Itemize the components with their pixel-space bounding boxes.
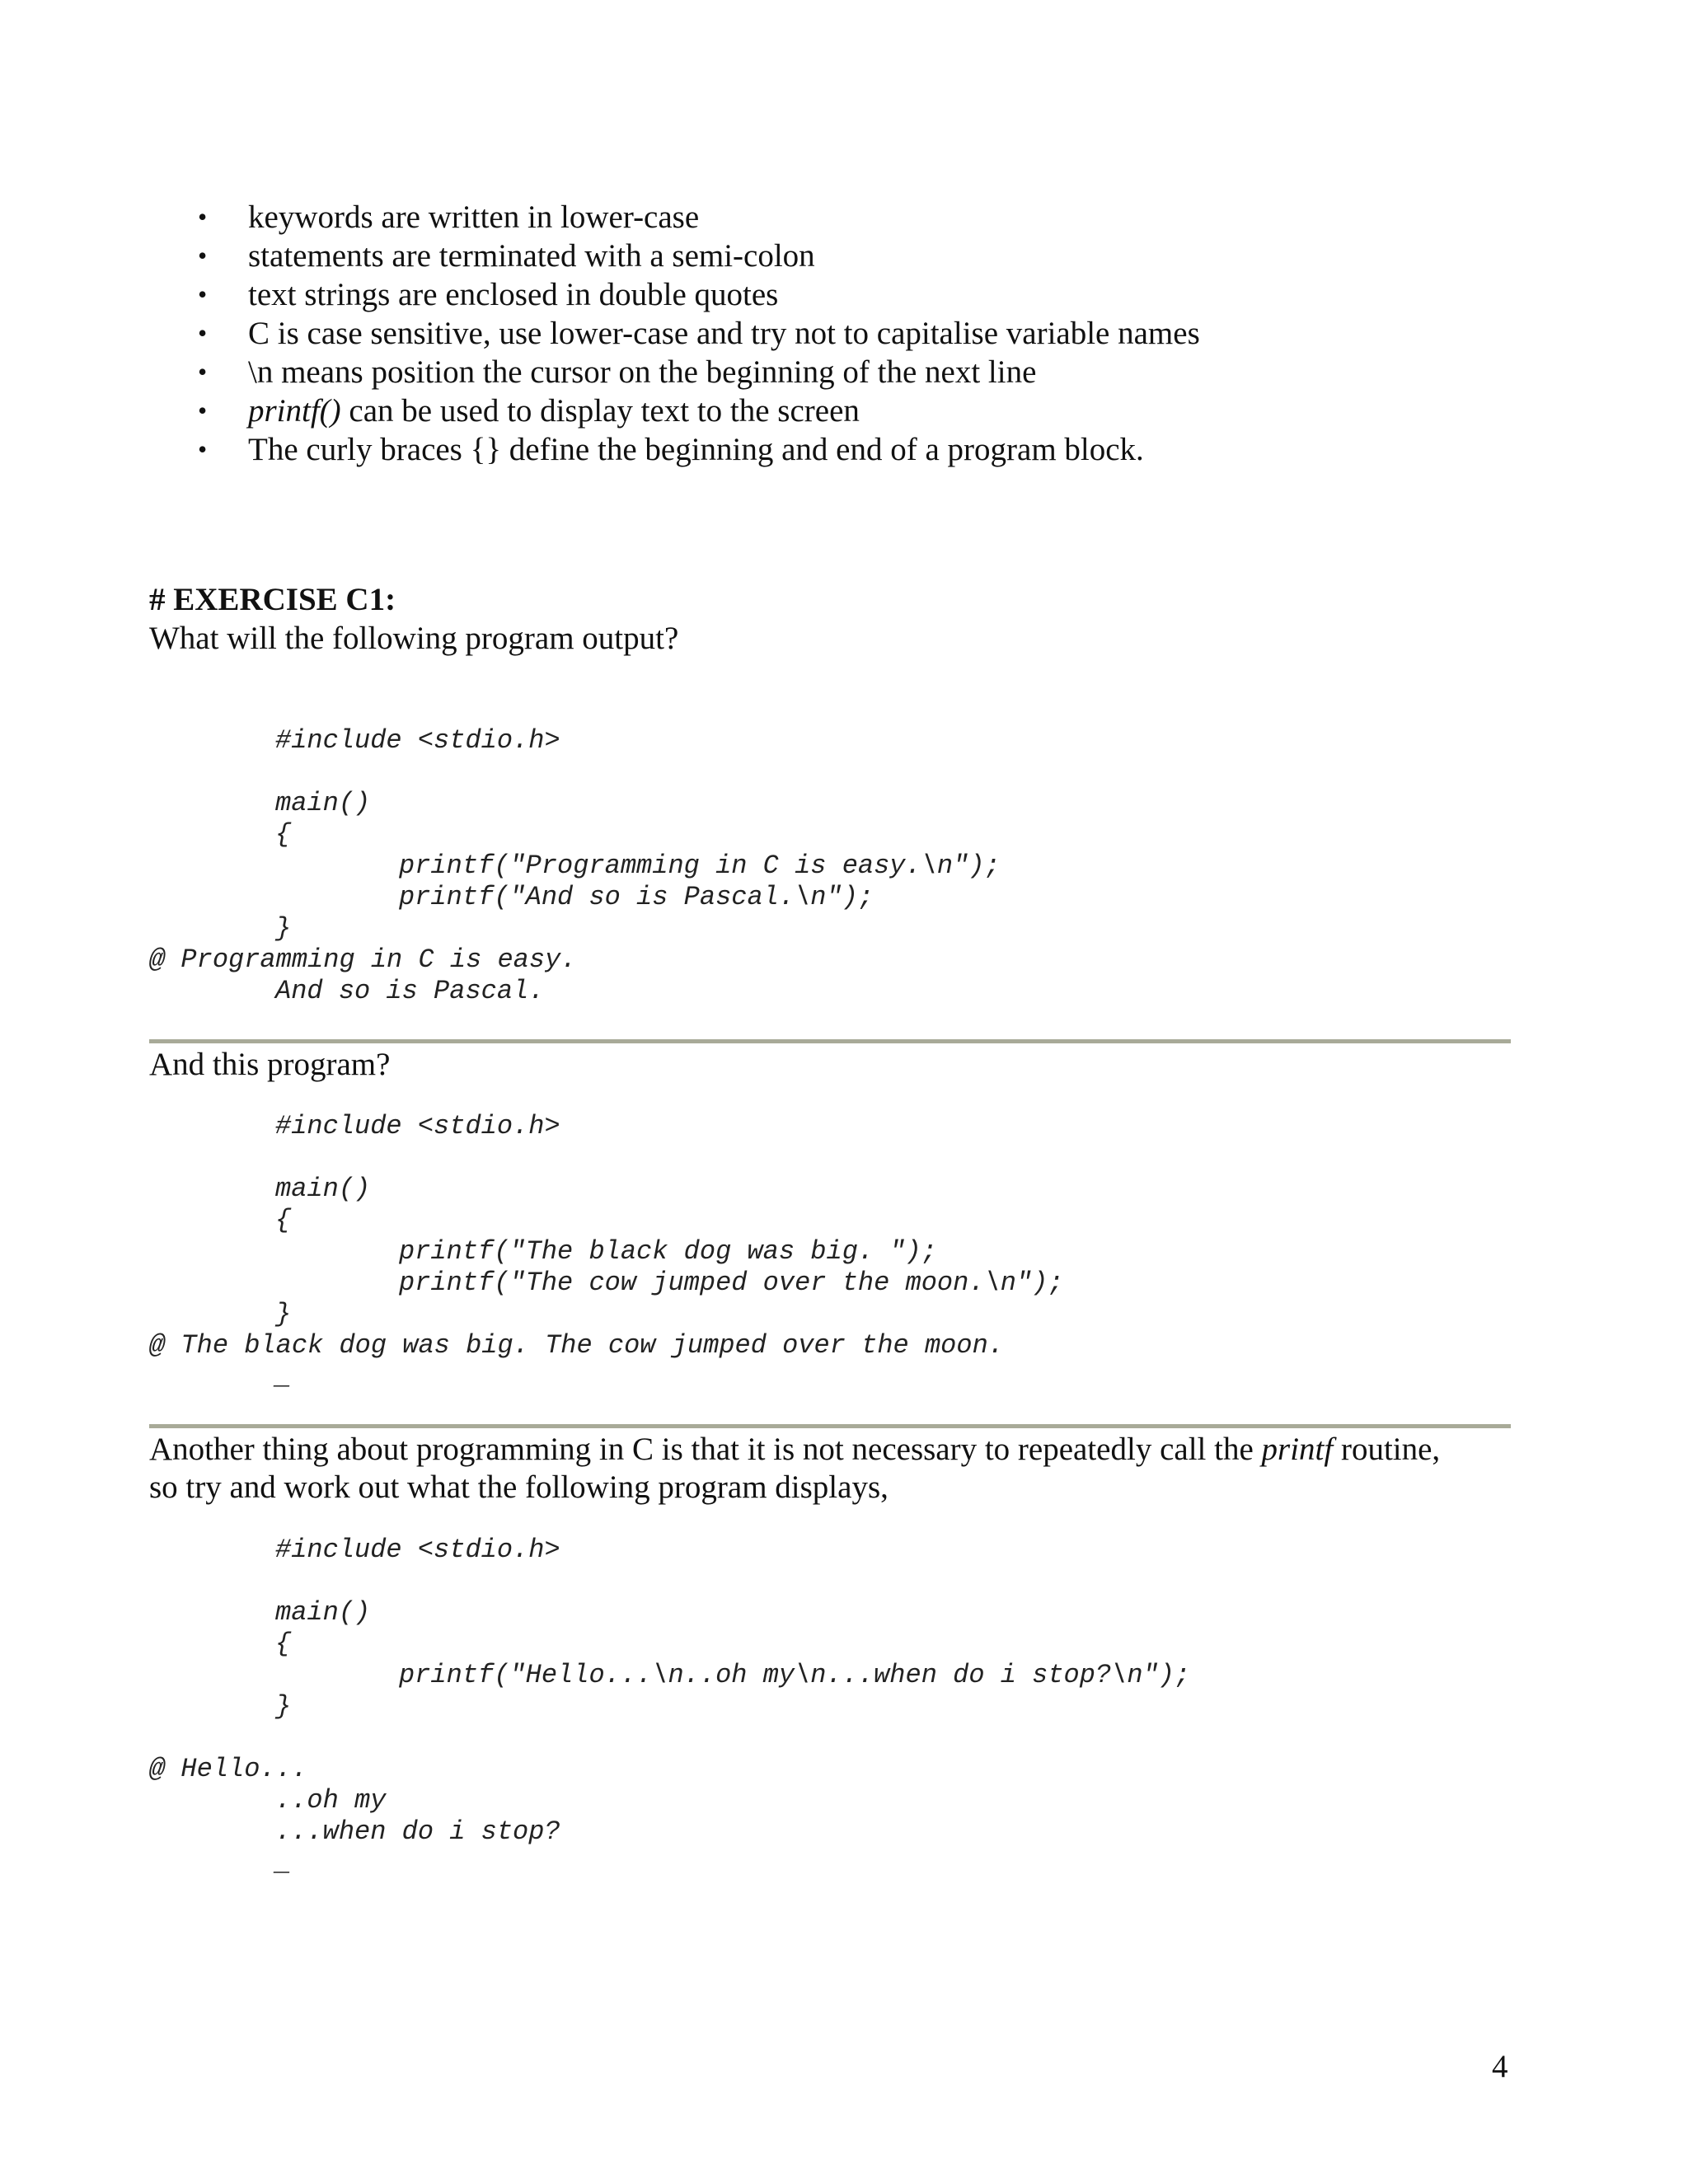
code-line: printf("Programming in C is easy.\n"); <box>399 851 1001 881</box>
code-line: { <box>275 819 292 850</box>
bullet-item: • text strings are enclosed in double quotes <box>198 277 779 312</box>
code-line: main() <box>275 788 371 818</box>
bullet-item: • statements are terminated with a semi-colon <box>198 238 815 274</box>
rules-bullet-list <box>198 198 1200 469</box>
answer-line: ...when do i stop? <box>275 1816 560 1847</box>
bullet-icon: • <box>198 279 208 309</box>
bullet-icon: • <box>198 241 208 270</box>
exercise-heading: # EXERCISE C1: <box>149 582 396 617</box>
code-line: printf("Hello...\n..oh my\n...when do i stop?\n"); <box>399 1660 1191 1690</box>
code-line: { <box>275 1205 292 1235</box>
printf-term: printf <box>1261 1432 1334 1467</box>
bullet-item: • printf() can be used to display text to the screen <box>198 393 860 429</box>
exercise-question-2: And this program? <box>149 1047 391 1082</box>
answer-line: @ Programming in C is easy. <box>149 944 577 975</box>
code-line: printf("The cow jumped over the moon.\n"); <box>399 1268 1064 1298</box>
code-line: printf("And so is Pascal.\n"); <box>399 882 874 912</box>
bullet-item: • \n means position the cursor on the beginning of the next line <box>198 354 1037 390</box>
bullet-icon: • <box>198 434 208 464</box>
answer-line: ..oh my <box>275 1785 387 1816</box>
page-number: 4 <box>1492 2049 1508 2084</box>
code-line: #include <stdio.h> <box>275 725 560 756</box>
bullet-item: • C is case sensitive, use lower-case and try not to capitalise variable names <box>198 316 1200 351</box>
printf-term: printf() <box>248 393 341 429</box>
code-line: { <box>275 1629 292 1659</box>
cursor-line: _ <box>275 1361 292 1392</box>
bullet-icon: • <box>198 357 208 387</box>
bullet-item: • The curly braces {} define the beginning and end of a program block. <box>198 432 1144 467</box>
answer-line: @ The black dog was big. The cow jumped over the moon. <box>149 1330 1004 1361</box>
code-line: } <box>275 1691 292 1722</box>
paragraph-line: so try and work out what the following program displays, <box>149 1469 889 1505</box>
code-line: #include <stdio.h> <box>275 1535 560 1565</box>
answer-line: @ Hello... <box>149 1754 308 1784</box>
code-line: printf("The black dog was big. "); <box>399 1236 937 1267</box>
bullet-icon: • <box>198 396 208 425</box>
section-divider <box>149 1039 1511 1043</box>
section-divider <box>149 1424 1511 1428</box>
code-line: main() <box>275 1597 371 1628</box>
code-line: } <box>275 913 292 944</box>
code-line: main() <box>275 1174 371 1204</box>
answer-line: And so is Pascal. <box>275 976 545 1006</box>
code-line: #include <stdio.h> <box>275 1111 560 1141</box>
bullet-item: • keywords are written in lower-case <box>198 199 700 235</box>
bullet-icon: • <box>198 318 208 348</box>
cursor-line: _ <box>275 1848 292 1878</box>
exercise-question-1: What will the following program output? <box>149 621 679 656</box>
paragraph-line: Another thing about programming in C is that it is not necessary to repeatedly call the printf routine, <box>149 1432 1441 1467</box>
bullet-icon: • <box>198 202 208 232</box>
code-line: } <box>275 1299 292 1329</box>
